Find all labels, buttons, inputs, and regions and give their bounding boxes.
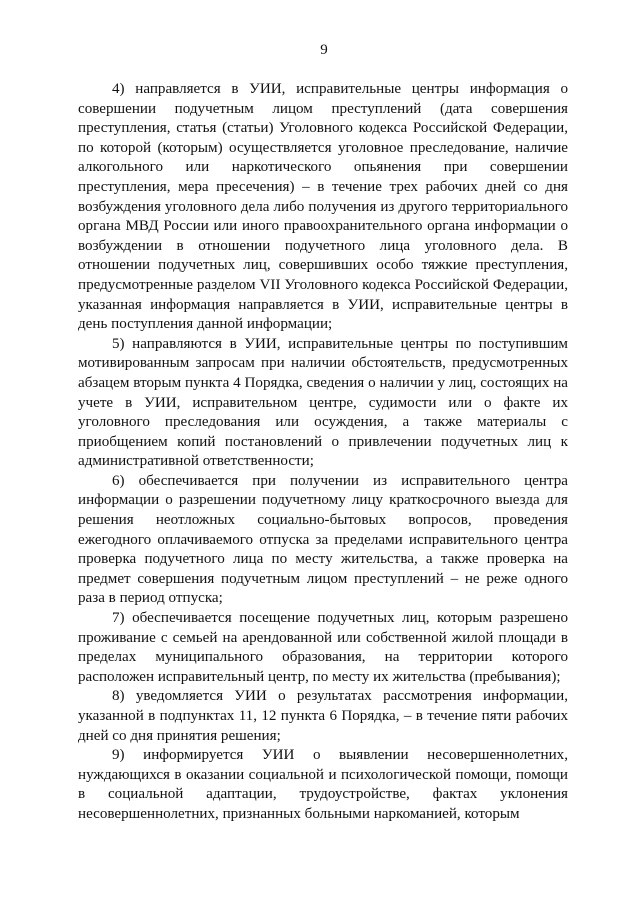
paragraph-item-8: 8) уведомляется УИИ о результатах рассмотрения информации, указанной в подпунктах 11, 12 пункта 6 Порядка, – в течение пяти рабочих дней со дня принятия решения;: [78, 688, 568, 744]
paragraph-item-5: 5) направляются в УИИ, исправительные центры по поступившим мотивированным запросам при наличии обстоятельств, предусмотренных абзацем вторым пункта 4 Порядка, сведения о наличии у лиц, состоящих на учете в УИИ, исправительном центре, судимости или о факте их уголовного преследования или осуждения, а также материалы с приобщением копий постановлений о привлечении подучетных лиц к административной ответственности;: [78, 335, 568, 470]
paragraph-item-9: 9) информируется УИИ о выявлении несовершеннолетних, нуждающихся в оказании социальной и психологической помощи, помощи в социальной адаптации, трудоустройстве, фактах уклонения несовершеннолетних, признанных больными наркоманией, которым: [78, 747, 568, 822]
paragraph-item-7: 7) обеспечивается посещение подучетных лиц, которым разрешено проживание с семьей на арендованной или собственной жилой площади в пределах муниципального образования, на территории которого расположен исправительный центр, по месту их жительства (пребывания);: [78, 610, 568, 685]
paragraph-item-4: 4) направляется в УИИ, исправительные центры информация о совершении подучетным лицом преступлений (дата совершения преступления, статья (статьи) Уголовного кодекса Российской Федерации, по которой (которым) осуществляется уголовное преследование, наличие алкогольного или наркотического опьянения при совершении преступления, мера пресечения) – в течение трех рабочих дней со дня возбуждения уголовного дела либо получения из другого территориального органа МВД России или иного правоохранительного органа информации о возбуждении в отношении подучетного лица уголовного дела. В отношении подучетных лиц, совершивших особо тяжкие преступления, предусмотренные разделом VII Уголовного кодекса Российской Федерации, указанная информация направляется в УИИ, исправительные центры в день поступления данной информации;: [78, 81, 568, 333]
page-number: 9: [320, 42, 328, 58]
document-body: [78, 80, 568, 825]
paragraph-item-6: 6) обеспечивается при получении из исправительного центра информации о разрешении подучетному лицу краткосрочного выезда для решения неотложных социально-бытовых вопросов, проведения ежегодного оплачиваемого отпуска за пределами исправительного центра проверка подучетного лица по месту жительства, а также проверка на предмет совершения подучетным лицом преступлений – не реже одного раза в период отпуска;: [78, 472, 568, 607]
